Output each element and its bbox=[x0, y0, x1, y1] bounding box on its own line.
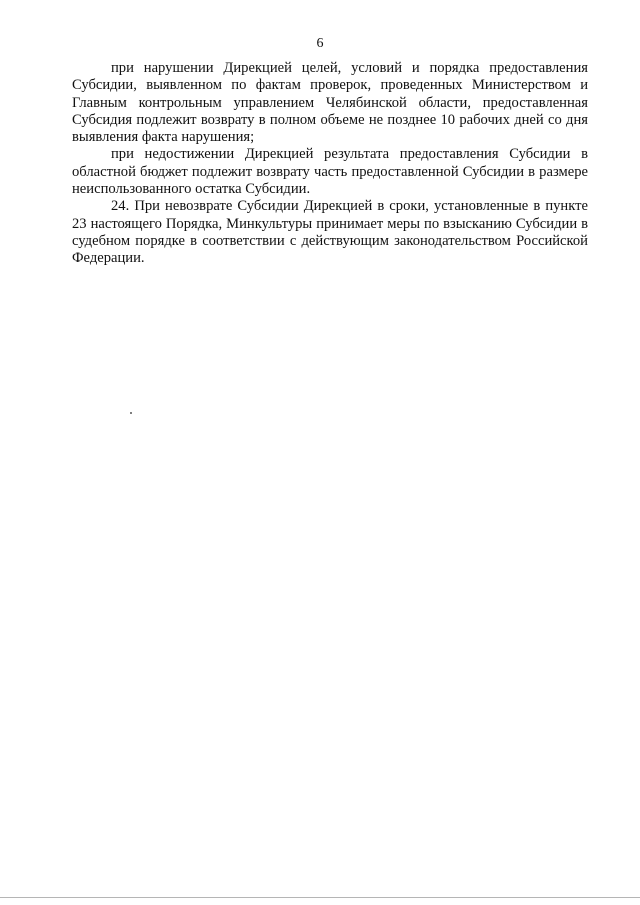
paragraph-result-not-achieved: при недостижении Дирекцией результата предоставления Субсидии в областной бюджет подлежит возврату часть предоставленной Субсидии в размере неиспользованного остатка Субсидии. bbox=[72, 146, 588, 198]
scan-artifact-dot bbox=[130, 412, 132, 414]
document-body bbox=[72, 60, 588, 268]
paragraph-24-judicial-recovery: 24. При невозврате Субсидии Дирекцией в сроки, установленные в пункте 23 настоящего Порядка, Минкультуры принимает меры по взысканию Субсидии в судебном порядке в соответствии с действующим законодательством Российской Федерации. bbox=[72, 198, 588, 267]
page-number: 6 bbox=[316, 36, 324, 51]
paragraph-violation-return: при нарушении Дирекцией целей, условий и порядка предоставления Субсидии, выявленном по фактам проверок, проведенных Министерством и Главным контрольным управлением Челябинской области, предоставленная Субсидия подлежит возврату в полном объеме не позднее 10 рабочих дней со дня выявления факта нарушения; bbox=[72, 60, 588, 146]
scan-bottom-edge bbox=[0, 897, 640, 898]
